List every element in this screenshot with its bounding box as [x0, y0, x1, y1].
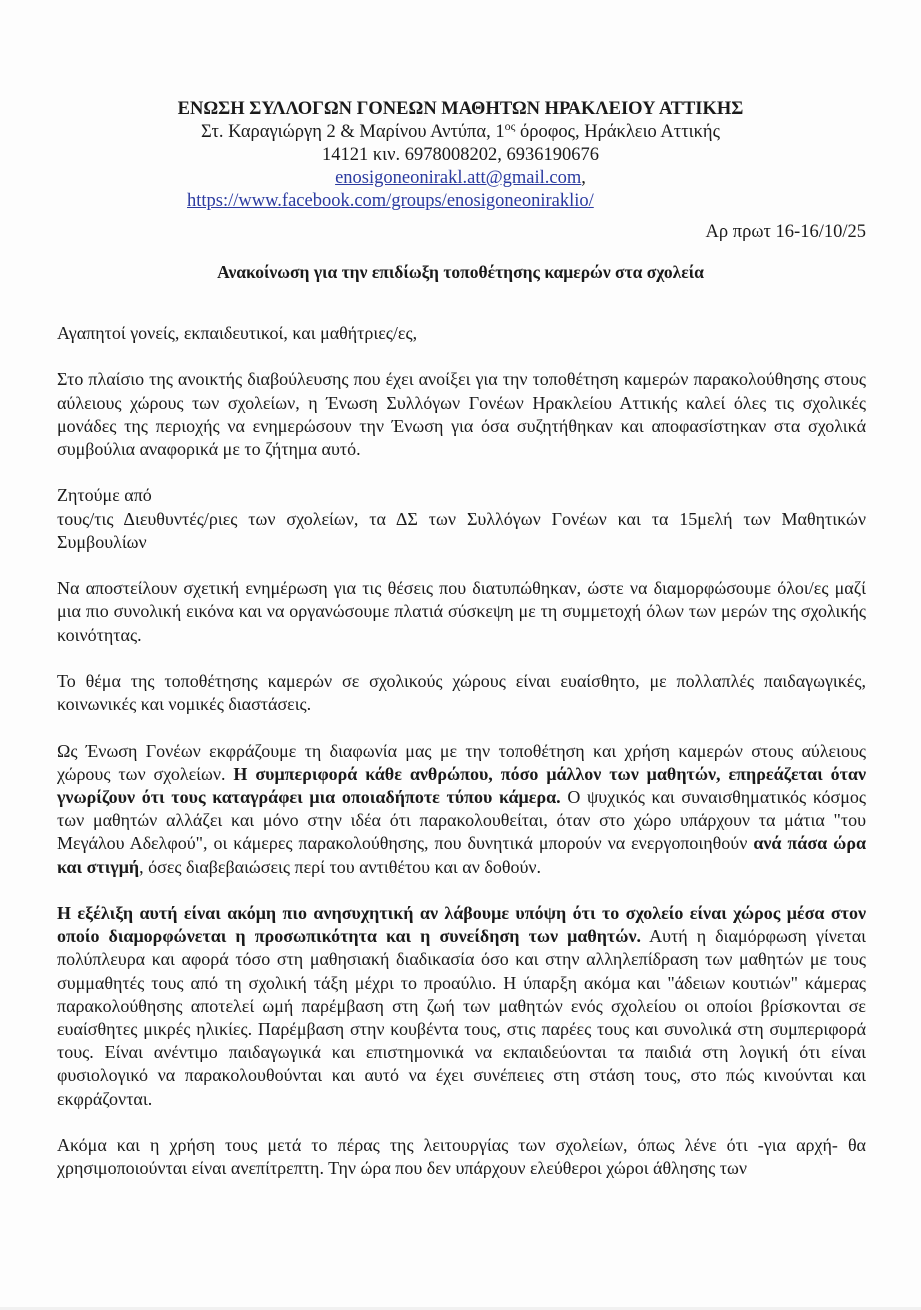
organization-title: ΕΝΩΣΗ ΣΥΛΛΟΓΩΝ ΓΟΝΕΩΝ ΜΑΘΗΤΩΝ ΗΡΑΚΛΕΙΟΥ ΑΤΤΙΚΗΣ: [177, 99, 744, 119]
paragraph-request: [57, 484, 866, 554]
floor-superscript: ος: [504, 119, 516, 133]
address-text-end: όροφος, Ηράκλειο Αττικής: [515, 122, 720, 142]
email-separator: ,: [581, 168, 586, 188]
concern-text: Αυτή η διαμόρφωση γίνεται πολύπλευρα και αφορά τόσο στη μαθησιακή διαδικασία όσο και στην αλληλεπίδραση των μαθητών με τους συμμαθητές τους από τη σχολική τάξη μέχρι το προαύλιο. Η ύπαρξη ακόμα και "άδειων κουτιών" κάμερας παρακολούθησης αποτελεί ωμή παρέμβαση στη ζωή των μαθητών ενός σχολείου οι οποίοι βρίσκονται σε ευαίσθητες μικρές ηλικίες. Παρέμβαση στην κουβέντα τους, στις παρέες τους και συνολικά στη συμπεριφορά τους. Είναι ανέντιμο παιδαγωγικά και επιστημονικά να εκπαιδεύονται τα παιδιά στη λογική ότι είναι φυσιολογικό να παρακολουθούνται και αυτό να έχει συνέπειες στη στάση τους, στο πώς κινούνται και εκφράζονται.: [57, 926, 866, 1109]
greeting: Αγαπητοί γονείς, εκπαιδευτικοί, και μαθήτριες/ες,: [57, 323, 418, 343]
request-intro: Ζητούμε από: [57, 485, 152, 506]
document-body: [57, 322, 866, 1204]
concern-bold: Η εξέλιξη αυτή είναι ακόμη πιο ανησυχητική αν λάβουμε υπόψη ότι το σχολείο είναι χώρος μέσα στον οποίο διαμορφώνεται η προσωπικότητα και η συνείδηση των μαθητών.: [57, 902, 866, 947]
paragraph-concern: [57, 902, 866, 1111]
paragraph-consultation: Στο πλαίσιο της ανοικτής διαβούλευσης που έχει ανοίξει για την τοποθέτηση καμερών παρακολούθησης στους αύλειους χώρους των σχολείων, η Ένωση Συλλόγων Γονέων Ηρακλείου Αττικής καλεί όλες τις σχολικές μονάδες της περιοχής να ενημερώσουν την Ένωση για όσα συζητήθηκαν και αποφασίστηκαν στα σχολικά συμβούλια αναφορικά με το ζήτημα αυτό.: [57, 369, 866, 459]
request-recipients: τους/τις Διευθυντές/ριες των σχολείων, τα ΔΣ των Συλλόγων Γονέων και τα 15μελή των Μαθητικών Συμβουλίων: [57, 508, 866, 552]
disagreement-text-3: , όσες διαβεβαιώσεις περί του αντιθέτου και αν δοθούν.: [139, 856, 541, 877]
paragraph-disagreement: [57, 740, 866, 879]
phones-line: 14121 κιν. 6978008202, 6936190676: [321, 145, 600, 165]
letterhead: [0, 97, 921, 213]
address-text: Στ. Καραγιώργη 2 & Μαρίνου Αντύπα, 1: [201, 122, 505, 142]
announcement-title: Ανακοίνωση για την επιδίωξη τοποθέτησης καμερών στα σχολεία: [217, 262, 704, 282]
paragraph-sensitive-issue: Το θέμα της τοποθέτησης καμερών σε σχολικούς χώρους είναι ευαίσθητο, με πολλαπλές παιδαγωγικές, κοινωνικές και νομικές διαστάσεις.: [57, 670, 866, 715]
paragraph-after-hours: Ακόμα και η χρήση τους μετά το πέρας της λειτουργίας των σχολείων, όπως λένε ότι -για αρχή- θα χρησιμοποιούνται είναι ανεπίτρεπτη. Την ώρα που δεν υπάρχουν ελεύθεροι χώροι άθλησης των: [57, 1135, 866, 1179]
disagreement-text: Ως Ένωση Γονέων εκφράζουμε τη διαφωνία μας με την τοποθέτηση και χρήση καμερών στους αύλειους χώρους των σχολείων.: [57, 740, 866, 784]
email-line: [0, 167, 921, 190]
protocol-number: Αρ πρωτ 16-16/10/25: [705, 222, 866, 242]
paragraph-send-update: Να αποστείλουν σχετική ενημέρωση για τις θέσεις που διατυπώθηκαν, ώστε να διαμορφώσουμε όλοι/ες μαζί μια πιο συνολική εικόνα και να οργανώσουμε πλατιά σύσκεψη με τη συμμετοχή όλων των μερών της σχολικής κοινότητας.: [57, 578, 866, 645]
disagreement-bold-2: ανά πάσα ώρα και στιγμή: [57, 833, 867, 877]
facebook-line: [0, 190, 921, 213]
email-link[interactable]: enosigoneonirakl.att@gmail.com: [335, 168, 582, 188]
address-line: [0, 121, 921, 144]
facebook-link[interactable]: https://www.facebook.com/groups/enosigoneoniraklio/: [187, 191, 594, 211]
disagreement-text-2: Ο ψυχικός και συναισθηματικός κόσμος των μαθητών αλλάζει και μόνο στην ιδέα ότι παρακολουθείται, όταν στο χώρο υπάρχουν τα μάτια "του Μεγάλου Αδελφού", οι κάμερες παρακολούθησης, που δυνητικά μπορούν να ενεργοποιηθούν: [57, 786, 866, 854]
disagreement-bold: Η συμπεριφορά κάθε ανθρώπου, πόσο μάλλον των μαθητών, επηρεάζεται όταν γνωρίζουν ότι τους καταγράφει μια οποιαδήποτε τύπου κάμερα.: [57, 763, 866, 807]
